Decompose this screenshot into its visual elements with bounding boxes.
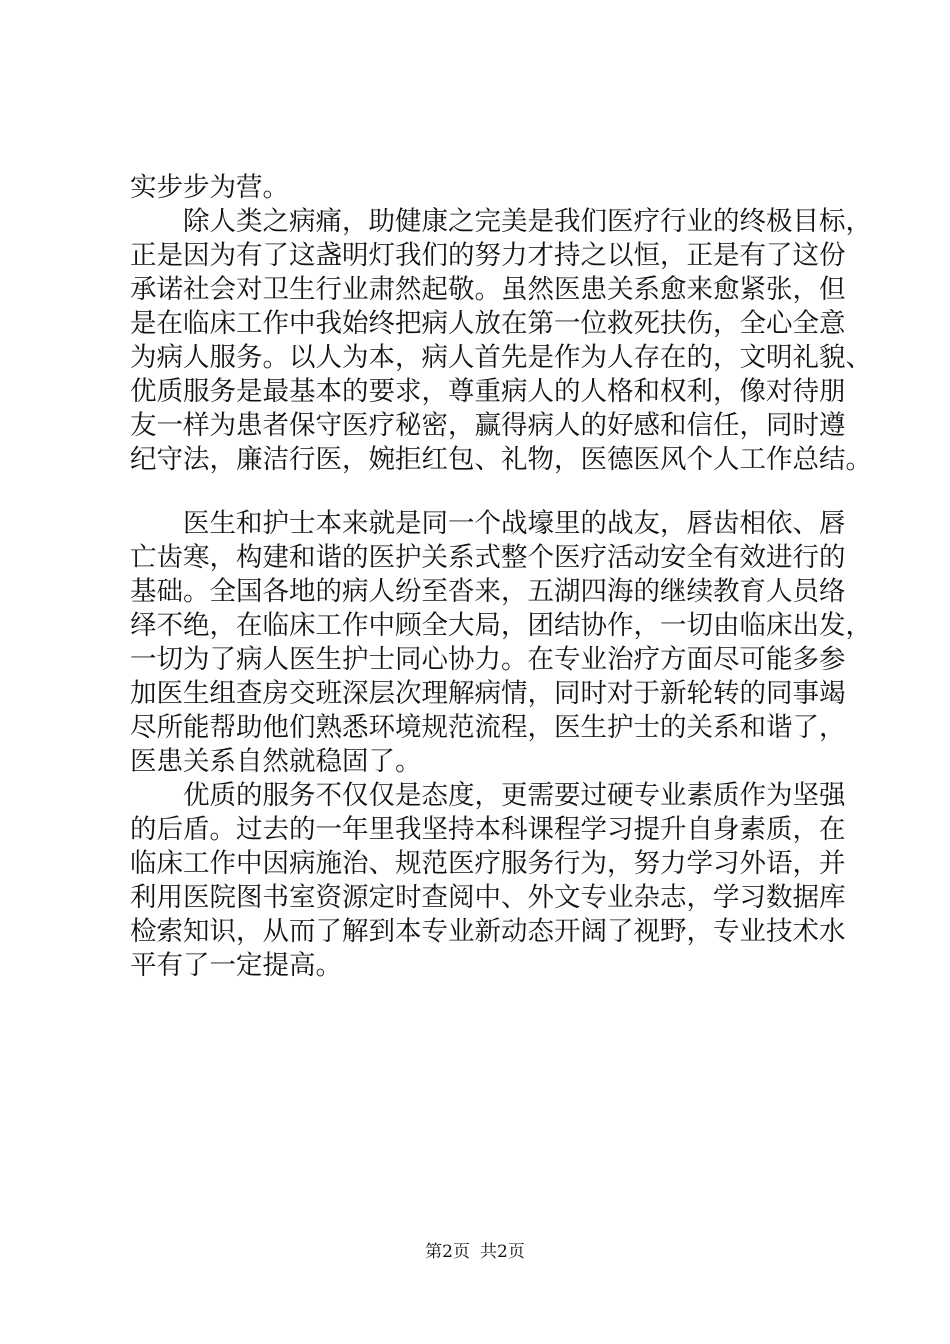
paragraph-start-line: 医生和护士本来就是同一个战壕里的战友，唇齿相依、唇 <box>183 508 846 539</box>
text-line: 承诺社会对卫生行业肃然起敬。虽然医患关系愈来愈紧张，但 <box>130 274 846 305</box>
page-number: 第2页 <box>425 1242 470 1262</box>
text-line: 基础。全国各地的病人纷至沓来，五湖四海的继续教育人员络 <box>130 576 846 607</box>
text-line: 的后盾。过去的一年里我坚持本科课程学习提升自身素质，在 <box>130 814 846 845</box>
text-line: 检索知识，从而了解到本专业新动态开阔了视野，专业技术水 <box>130 916 846 947</box>
text-line: 绎不绝，在临床工作中顾全大局，团结协作，一切由临床出发， <box>130 610 872 641</box>
text-line: 为病人服务。以人为本，病人首先是作为人存在的，文明礼貌、 <box>130 342 872 373</box>
document-body <box>130 171 872 983</box>
text-line: 亡齿寒，构建和谐的医护关系式整个医疗活动安全有效进行的 <box>130 542 846 573</box>
text-line: 实步步为营。 <box>130 172 289 203</box>
text-line: 平有了一定提高。 <box>130 950 342 981</box>
text-line: 友一样为患者保守医疗秘密，赢得病人的好感和信任，同时遵 <box>130 410 846 441</box>
paragraph-start-line: 优质的服务不仅仅是态度，更需要过硬专业素质作为坚强 <box>183 780 846 811</box>
text-line: 纪守法，廉洁行医，婉拒红包、礼物，医德医风个人工作总结。 <box>130 444 872 475</box>
text-line: 正是因为有了这盏明灯我们的努力才持之以恒，正是有了这份 <box>130 240 846 271</box>
text-line: 临床工作中因病施治、规范医疗服务行为，努力学习外语，并 <box>130 848 846 879</box>
page-footer <box>0 1241 950 1263</box>
text-line: 尽所能帮助他们熟悉环境规范流程，医生护士的关系和谐了， <box>130 712 846 743</box>
text-line: 医患关系自然就稳固了。 <box>130 746 422 777</box>
paragraph-start-line: 除人类之病痛，助健康之完美是我们医疗行业的终极目标， <box>183 206 872 237</box>
text-line: 一切为了病人医生护士同心协力。在专业治疗方面尽可能多参 <box>130 644 846 675</box>
page-total: 共2页 <box>480 1242 525 1262</box>
text-line: 利用医院图书室资源定时查阅中、外文专业杂志，学习数据库 <box>130 882 846 913</box>
paragraph-gap <box>130 477 850 507</box>
text-line: 优质服务是最基本的要求，尊重病人的人格和权利，像对待朋 <box>130 376 846 407</box>
text-line: 是在临床工作中我始终把病人放在第一位救死扶伤，全心全意 <box>130 308 846 339</box>
text-line: 加医生组查房交班深层次理解病情，同时对于新轮转的同事竭 <box>130 678 846 709</box>
